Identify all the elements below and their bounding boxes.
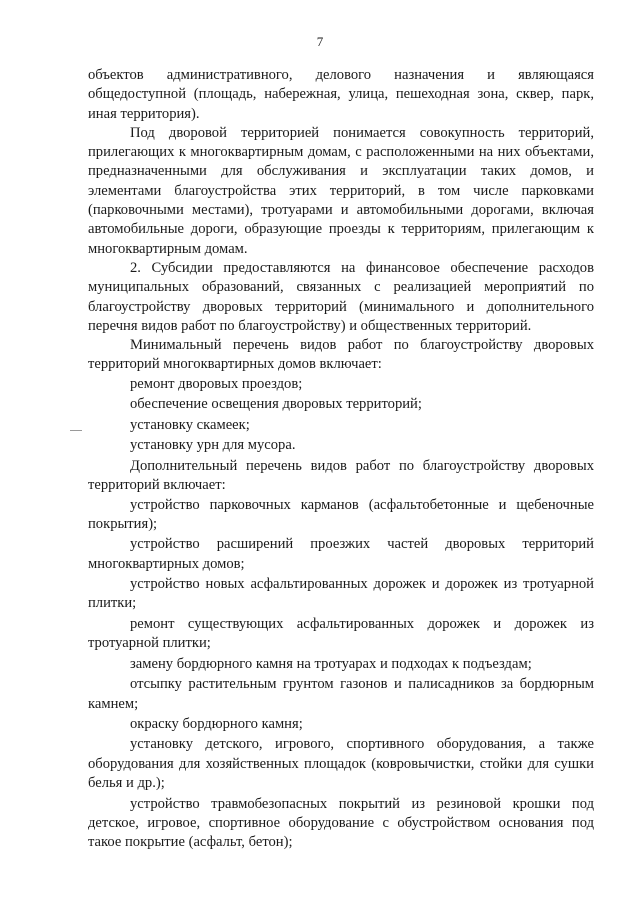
- paragraph-additional-list-intro: Дополнительный перечень видов работ по благоустройству дворовых территорий включает:: [88, 458, 594, 494]
- list-item: отсыпку растительным грунтом газонов и палисадников за бордюрным камнем;: [88, 676, 594, 712]
- list-item: установку детского, игрового, спортивного оборудования, а также оборудования для хозяйственных площадок (ковровычистки, стойки для сушки белья и др.);: [88, 736, 594, 792]
- paragraph-yard-territory-definition: Под дворовой территорией понимается совокупность территорий, прилегающих к многоквартирным домам, с расположенными на них объектами, предназначенными для обслуживания и эксплуатации таких домов, и элементами благоустройства этих территорий, в том числе парковками (парковочными местами), тротуарами и автомобильными дорогами, включая автомобильные дороги, образующие проезды к территориям, прилегающим к многоквартирным домам.: [88, 124, 594, 257]
- page-number: 7: [316, 34, 324, 49]
- list-item: установку урн для мусора.: [130, 437, 296, 454]
- list-item: устройство новых асфальтированных дорожек и дорожек из тротуарной плитки;: [88, 576, 594, 612]
- paragraph-subsidies-clause-2: 2. Субсидии предоставляются на финансовое обеспечение расходов муниципальных образований, связанных с реализацией мероприятий по благоустройству дворовых территорий (минимального и дополнительного перечня видов работ по благоустройству) и общественных территорий.: [88, 259, 594, 334]
- list-item: устройство парковочных карманов (асфальтобетонные и щебеночные покрытия);: [88, 496, 594, 532]
- list-item: замену бордюрного камня на тротуарах и подходах к подъездам;: [130, 655, 532, 672]
- list-item: ремонт дворовых проездов;: [130, 375, 303, 392]
- list-item: ремонт существующих асфальтированных дорожек и дорожек из тротуарной плитки;: [88, 615, 594, 652]
- list-item: обеспечение освещения дворовых территорий;: [130, 396, 422, 413]
- list-item: устройство расширений проезжих частей дворовых территорий многоквартирных домов;: [88, 536, 594, 572]
- list-item: устройство травмобезопасных покрытий из резиновой крошки под детское, игровое, спортивное оборудование с обустройством основания под такое покрытие (асфальт, бетон);: [88, 795, 594, 851]
- document-body: [88, 66, 594, 852]
- paragraph-minimal-list-intro: Минимальный перечень видов работ по благоустройству дворовых территорий многоквартирных домов включает:: [88, 337, 594, 373]
- list-item: установку скамеек;: [130, 416, 250, 433]
- paragraph-public-territory-end: объектов административного, делового назначения и являющаяся общедоступной (площадь, набережная, улица, пешеходная зона, сквер, парк, иная территория).: [88, 67, 594, 122]
- list-item: окраску бордюрного камня;: [130, 715, 303, 732]
- scan-artifact-mark: [70, 430, 82, 431]
